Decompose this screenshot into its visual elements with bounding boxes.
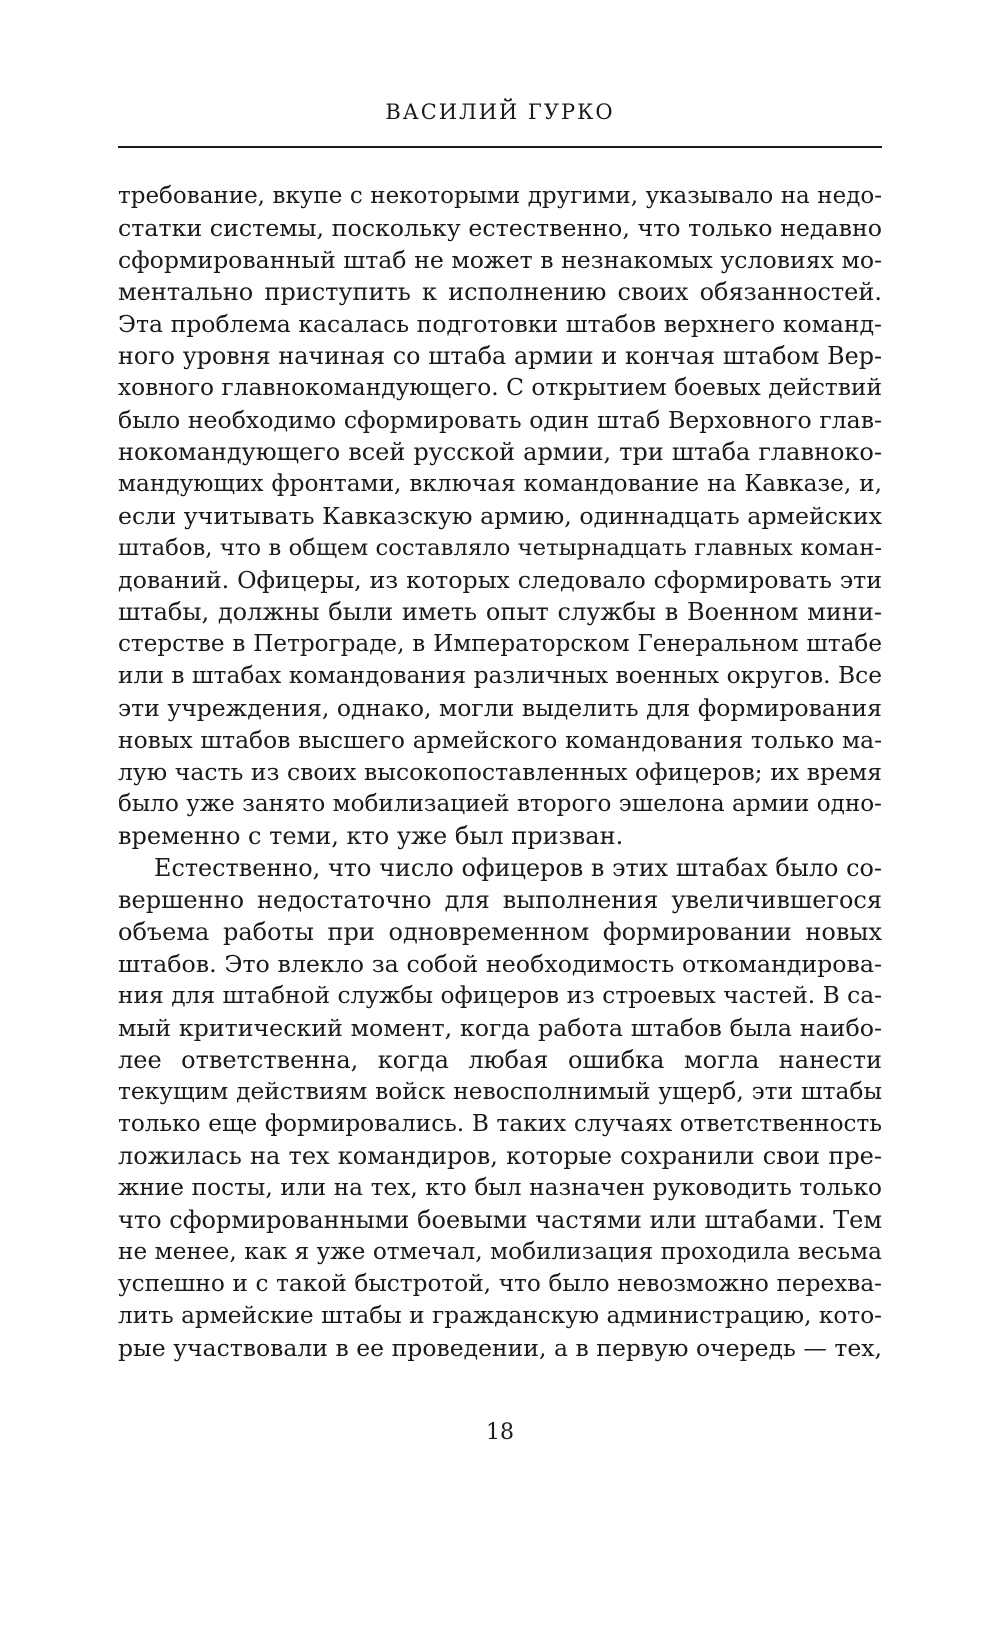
text-line: временно с теми, кто уже был призван. — [118, 822, 624, 850]
text-line: штабы, должны были иметь опыт службы в Военном мини- — [118, 598, 882, 626]
text-line: объема работы при одновременном формировании новых — [118, 918, 882, 946]
text-line: ложилась на тех командиров, которые сохранили свои пре- — [118, 1142, 882, 1170]
paragraph-2 — [118, 852, 882, 1364]
text-line: дований. Офицеры, из которых следовало сформировать эти — [118, 566, 882, 594]
text-line: успешно и с такой быстротой, что было невозможно перехва- — [118, 1270, 882, 1297]
text-line: только еще формировались. В таких случаях ответственность — [118, 1110, 882, 1137]
text-line: лее ответственна, когда любая ошибка могла нанести — [118, 1046, 882, 1074]
text-line: Эта проблема касалась подготовки штабов верхнего команд- — [118, 310, 882, 338]
text-line: вершенно недостаточно для выполнения увеличившегося — [118, 886, 882, 914]
text-line: что сформированными боевыми частями или штабами. Тем — [118, 1206, 882, 1234]
text-line: если учитывать Кавказскую армию, одиннадцать армейских — [118, 502, 882, 530]
text-line: жние посты, или на тех, кто был назначен руководить только — [118, 1174, 882, 1201]
running-header: ВАСИЛИЙ ГУРКО — [385, 100, 615, 124]
text-line: ния для штабной службы офицеров из строевых частей. В са- — [118, 982, 882, 1009]
text-line: лить армейские штабы и гражданскую администрацию, кото- — [118, 1302, 882, 1329]
text-line: ментально приступить к исполнению своих обязанностей. — [118, 278, 882, 306]
text-line: штабов, что в общем составляло четырнадцать главных коман- — [118, 535, 882, 561]
text-line: статки системы, поскольку естественно, что только недавно — [118, 214, 882, 242]
text-line: мый критический момент, когда работа штабов была наибо- — [118, 1014, 882, 1042]
text-line: лую часть из своих высокопоставленных офицеров; их время — [118, 758, 882, 786]
paragraph-1 — [118, 180, 882, 852]
body-text — [118, 180, 882, 1364]
text-line: мандующих фронтами, включая командование на Кавказе, и, — [118, 470, 882, 497]
text-line: текущим действиям войск невосполнимый ущерб, эти штабы — [118, 1078, 882, 1105]
text-line: рые участвовали в ее проведении, а в первую очередь — тех, — [118, 1334, 882, 1362]
text-line: ного уровня начиная со штаба армии и кончая штабом Вер- — [118, 342, 882, 370]
text-line: сформированный штаб не может в незнакомых условиях мо- — [118, 246, 882, 274]
page-number: 18 — [486, 1420, 514, 1445]
text-line: нокомандующего всей русской армии, три штаба главноко- — [118, 438, 882, 466]
text-line: или в штабах командования различных военных округов. Все — [118, 662, 882, 689]
text-line: не менее, как я уже отмечал, мобилизация проходила весьма — [118, 1238, 882, 1265]
text-line: было уже занято мобилизацией второго эшелона армии одно- — [118, 791, 882, 817]
text-line: требование, вкупе с некоторыми другими, указывало на недо- — [118, 183, 882, 209]
text-line: Естественно, что число офицеров в этих штабах было со- — [154, 854, 882, 882]
text-line: штабов. Это влекло за собой необходимость откомандирова- — [118, 950, 882, 978]
text-line: было необходимо сформировать один штаб Верховного глав- — [118, 406, 882, 434]
text-line: стерстве в Петрограде, в Императорском Генеральном штабе — [118, 631, 882, 657]
text-line: эти учреждения, однако, могли выделить для формирования — [118, 694, 882, 722]
text-line: ховного главнокомандующего. С открытием боевых действий — [118, 374, 882, 401]
text-line: новых штабов высшего армейского командования только ма- — [118, 726, 882, 754]
header-divider — [118, 146, 882, 148]
